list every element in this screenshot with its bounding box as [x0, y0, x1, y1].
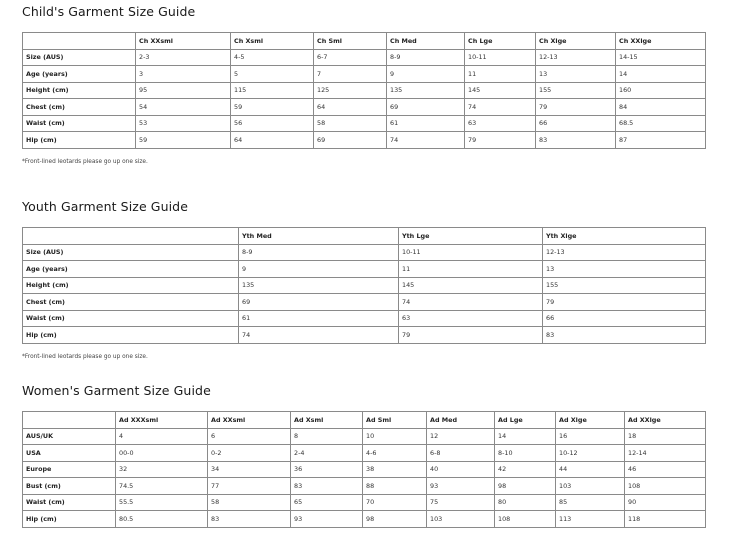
child-header-row — [23, 33, 706, 50]
table-cell: 44 — [556, 461, 625, 478]
row-label: Size (AUS) — [23, 49, 136, 66]
table-cell: 4-5 — [231, 49, 314, 66]
row-label: Height (cm) — [23, 277, 239, 294]
table-cell: 8 — [291, 428, 363, 445]
table-cell: 88 — [363, 478, 427, 495]
table-cell: 10-11 — [465, 49, 536, 66]
table-cell: 6 — [208, 428, 291, 445]
table-cell: 13 — [543, 261, 706, 278]
youth-size-guide-section — [22, 199, 188, 214]
child-note-wrapper — [22, 158, 148, 166]
table-cell: 79 — [536, 99, 616, 116]
table-cell: 61 — [387, 115, 465, 132]
table-cell: 12-14 — [625, 445, 706, 462]
youth-guide-title: Youth Garment Size Guide — [22, 199, 189, 214]
table-row — [23, 494, 706, 511]
table-cell: 79 — [465, 132, 536, 149]
row-label: Size (AUS) — [23, 244, 239, 261]
table-row — [23, 327, 706, 344]
table-cell: 42 — [495, 461, 556, 478]
table-row — [23, 310, 706, 327]
women-header-cell: Ad XXsml — [208, 412, 291, 429]
women-header-row — [23, 412, 706, 429]
women-size-guide-section — [22, 383, 211, 398]
table-cell: 68.5 — [616, 115, 706, 132]
child-header-cell: Ch XXsml — [136, 33, 231, 50]
table-cell: 59 — [136, 132, 231, 149]
row-label: Hip (cm) — [23, 132, 136, 149]
table-cell: 32 — [116, 461, 208, 478]
table-cell: 14 — [495, 428, 556, 445]
table-cell: 74 — [465, 99, 536, 116]
table-cell: 2-3 — [136, 49, 231, 66]
youth-table-wrapper — [22, 227, 706, 344]
table-cell: 83 — [543, 327, 706, 344]
table-cell: 12-13 — [543, 244, 706, 261]
table-cell: 83 — [208, 511, 291, 528]
row-label: Waist (cm) — [23, 115, 136, 132]
table-cell: 36 — [291, 461, 363, 478]
table-row — [23, 428, 706, 445]
table-cell: 53 — [136, 115, 231, 132]
child-size-guide-section — [22, 4, 195, 19]
row-label: Chest (cm) — [23, 99, 136, 116]
table-cell: 93 — [427, 478, 495, 495]
table-cell: 11 — [465, 66, 536, 83]
row-label: Hip (cm) — [23, 327, 239, 344]
table-cell: 10-12 — [556, 445, 625, 462]
table-cell: 00-0 — [116, 445, 208, 462]
table-cell: 77 — [208, 478, 291, 495]
table-cell: 8-9 — [387, 49, 465, 66]
row-label: Waist (cm) — [23, 310, 239, 327]
youth-footnote: *Front-lined leotards please go up one size. — [22, 354, 148, 360]
table-cell: 87 — [616, 132, 706, 149]
women-table-wrapper — [22, 411, 706, 528]
table-cell: 9 — [239, 261, 399, 278]
table-cell: 65 — [291, 494, 363, 511]
table-cell: 84 — [616, 99, 706, 116]
table-cell: 8-9 — [239, 244, 399, 261]
child-header-cell: Ch Xsml — [231, 33, 314, 50]
table-cell: 79 — [543, 294, 706, 311]
table-cell: 66 — [536, 115, 616, 132]
table-cell: 7 — [314, 66, 387, 83]
table-cell: 58 — [314, 115, 387, 132]
table-cell: 8-10 — [495, 445, 556, 462]
table-cell: 59 — [231, 99, 314, 116]
table-cell: 14 — [616, 66, 706, 83]
child-header-cell: Ch Med — [387, 33, 465, 50]
table-row — [23, 294, 706, 311]
table-cell: 12-13 — [536, 49, 616, 66]
table-cell: 108 — [495, 511, 556, 528]
table-cell: 55.5 — [116, 494, 208, 511]
table-row — [23, 244, 706, 261]
table-cell: 11 — [399, 261, 543, 278]
youth-size-table — [22, 227, 706, 344]
row-label: Height (cm) — [23, 82, 136, 99]
youth-header-cell: Yth Lge — [399, 228, 543, 245]
row-label: Bust (cm) — [23, 478, 116, 495]
table-cell: 38 — [363, 461, 427, 478]
table-row — [23, 511, 706, 528]
table-cell: 98 — [363, 511, 427, 528]
row-label: Chest (cm) — [23, 294, 239, 311]
table-cell: 160 — [616, 82, 706, 99]
table-cell: 9 — [387, 66, 465, 83]
row-label: Europe — [23, 461, 116, 478]
table-cell: 135 — [239, 277, 399, 294]
table-cell: 3 — [136, 66, 231, 83]
youth-header-cell: Yth Med — [239, 228, 399, 245]
women-header-blank — [23, 412, 116, 429]
row-label: Waist (cm) — [23, 494, 116, 511]
row-label: Age (years) — [23, 66, 136, 83]
table-cell: 14-15 — [616, 49, 706, 66]
child-table-wrapper — [22, 32, 706, 149]
table-cell: 113 — [556, 511, 625, 528]
table-row — [23, 66, 706, 83]
youth-header-row — [23, 228, 706, 245]
table-cell: 54 — [136, 99, 231, 116]
child-header-cell: Ch Xlge — [536, 33, 616, 50]
youth-header-cell: Yth Xlge — [543, 228, 706, 245]
table-row — [23, 445, 706, 462]
youth-note-wrapper — [22, 353, 148, 361]
table-cell: 13 — [536, 66, 616, 83]
women-header-cell: Ad XXlge — [625, 412, 706, 429]
table-cell: 0-2 — [208, 445, 291, 462]
table-cell: 58 — [208, 494, 291, 511]
table-cell: 155 — [543, 277, 706, 294]
table-cell: 4-6 — [363, 445, 427, 462]
women-header-cell: Ad Xsml — [291, 412, 363, 429]
child-header-blank — [23, 33, 136, 50]
row-label: Hip (cm) — [23, 511, 116, 528]
table-cell: 145 — [465, 82, 536, 99]
women-header-cell: Ad XXXsml — [116, 412, 208, 429]
women-size-table — [22, 411, 706, 528]
table-cell: 79 — [399, 327, 543, 344]
table-cell: 95 — [136, 82, 231, 99]
table-cell: 70 — [363, 494, 427, 511]
table-cell: 155 — [536, 82, 616, 99]
table-cell: 69 — [387, 99, 465, 116]
child-size-table — [22, 32, 706, 149]
table-cell: 40 — [427, 461, 495, 478]
table-cell: 75 — [427, 494, 495, 511]
table-cell: 10 — [363, 428, 427, 445]
table-cell: 63 — [399, 310, 543, 327]
table-cell: 103 — [556, 478, 625, 495]
child-footnote: *Front-lined leotards please go up one size. — [22, 159, 148, 165]
table-cell: 74 — [387, 132, 465, 149]
table-cell: 80 — [495, 494, 556, 511]
table-cell: 108 — [625, 478, 706, 495]
table-cell: 10-11 — [399, 244, 543, 261]
table-cell: 2-4 — [291, 445, 363, 462]
table-cell: 69 — [314, 132, 387, 149]
table-cell: 56 — [231, 115, 314, 132]
table-cell: 93 — [291, 511, 363, 528]
table-cell: 6-7 — [314, 49, 387, 66]
women-header-cell: Ad Sml — [363, 412, 427, 429]
row-label: Age (years) — [23, 261, 239, 278]
table-cell: 4 — [116, 428, 208, 445]
table-cell: 5 — [231, 66, 314, 83]
table-cell: 74.5 — [116, 478, 208, 495]
women-header-cell: Ad Lge — [495, 412, 556, 429]
table-cell: 115 — [231, 82, 314, 99]
table-cell: 103 — [427, 511, 495, 528]
table-cell: 61 — [239, 310, 399, 327]
child-header-cell: Ch Lge — [465, 33, 536, 50]
table-row — [23, 99, 706, 116]
table-cell: 74 — [239, 327, 399, 344]
table-cell: 118 — [625, 511, 706, 528]
child-guide-title: Child's Garment Size Guide — [22, 4, 196, 19]
table-row — [23, 132, 706, 149]
table-cell: 66 — [543, 310, 706, 327]
child-header-cell: Ch Sml — [314, 33, 387, 50]
youth-header-blank — [23, 228, 239, 245]
table-row — [23, 461, 706, 478]
table-row — [23, 82, 706, 99]
table-cell: 6-8 — [427, 445, 495, 462]
table-cell: 98 — [495, 478, 556, 495]
row-label: AUS/UK — [23, 428, 116, 445]
table-cell: 74 — [399, 294, 543, 311]
table-row — [23, 478, 706, 495]
table-row — [23, 115, 706, 132]
table-row — [23, 277, 706, 294]
table-cell: 18 — [625, 428, 706, 445]
table-cell: 64 — [231, 132, 314, 149]
row-label: USA — [23, 445, 116, 462]
table-cell: 90 — [625, 494, 706, 511]
table-cell: 125 — [314, 82, 387, 99]
table-cell: 12 — [427, 428, 495, 445]
table-cell: 83 — [536, 132, 616, 149]
women-guide-title: Women's Garment Size Guide — [22, 383, 211, 398]
child-header-cell: Ch XXlge — [616, 33, 706, 50]
table-cell: 85 — [556, 494, 625, 511]
table-cell: 135 — [387, 82, 465, 99]
table-cell: 83 — [291, 478, 363, 495]
table-cell: 64 — [314, 99, 387, 116]
table-cell: 145 — [399, 277, 543, 294]
table-cell: 80.5 — [116, 511, 208, 528]
women-header-cell: Ad Xlge — [556, 412, 625, 429]
table-cell: 46 — [625, 461, 706, 478]
table-cell: 16 — [556, 428, 625, 445]
table-cell: 34 — [208, 461, 291, 478]
table-cell: 63 — [465, 115, 536, 132]
women-header-cell: Ad Med — [427, 412, 495, 429]
table-row — [23, 49, 706, 66]
table-cell: 69 — [239, 294, 399, 311]
table-row — [23, 261, 706, 278]
